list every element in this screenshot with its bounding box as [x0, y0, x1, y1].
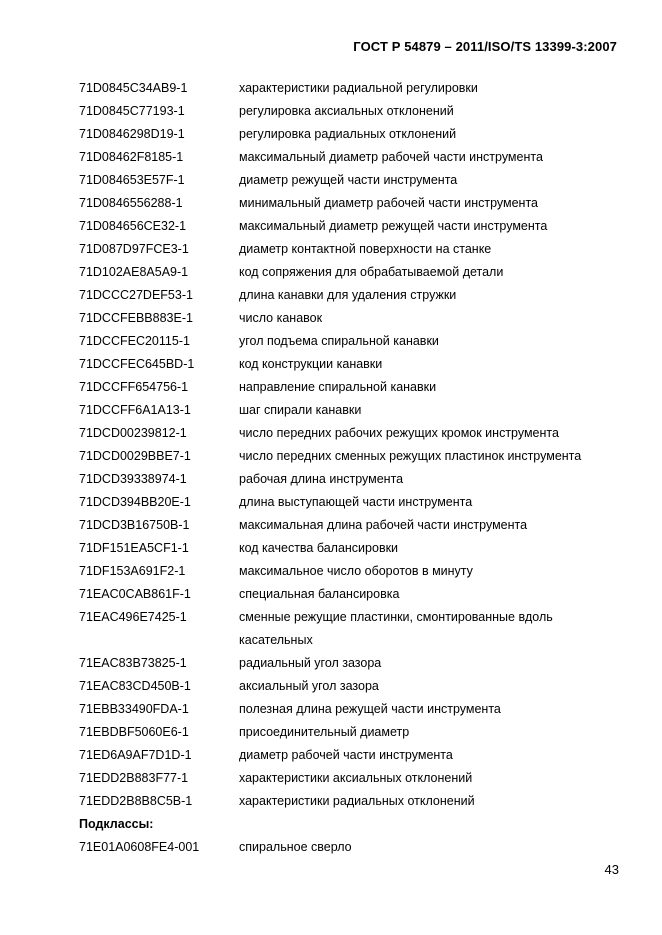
entries-list	[79, 77, 624, 813]
entry-code: 71DCCFF6A1A13-1	[79, 403, 191, 417]
entry-code: 71DCD00239812-1	[79, 426, 187, 440]
entry-description: максимальный диаметр рабочей части инструмента	[239, 150, 543, 164]
entry-code: 71EBDBF5060E6-1	[79, 725, 189, 739]
entry-code: 71DCD0029BBE7-1	[79, 449, 191, 463]
entry-code: 71D087D97FCE3-1	[79, 242, 189, 256]
subclasses-heading: Подклассы:	[79, 817, 154, 831]
entry-description: код качества балансировки	[239, 541, 399, 555]
entry-description: присоединительный диаметр	[239, 725, 410, 739]
entry-description: минимальный диаметр рабочей части инструмента	[239, 196, 538, 210]
entry-code: 71DF153A691F2-1	[79, 564, 186, 578]
entry-row	[79, 767, 624, 790]
entry-code: 71EBB33490FDA-1	[79, 702, 189, 716]
entry-row	[79, 675, 624, 698]
entry-description: число передних сменных режущих пластинок инструмента	[239, 449, 582, 463]
entry-description: код конструкции канавки	[239, 357, 383, 371]
entry-description: диаметр режущей части инструмента	[239, 173, 458, 187]
entry-description: диаметр рабочей части инструмента	[239, 748, 453, 762]
entry-code: 71EAC0CAB861F-1	[79, 587, 191, 601]
entry-row	[79, 353, 624, 376]
entry-row	[79, 560, 624, 583]
entry-row	[79, 399, 624, 422]
entry-description: число передних рабочих режущих кромок инструмента	[239, 426, 559, 440]
entry-code: 71EAC83CD450B-1	[79, 679, 191, 693]
entry-row	[79, 721, 624, 744]
entry-row	[79, 790, 624, 813]
entry-row	[79, 330, 624, 353]
entry-description: специальная балансировка	[239, 587, 400, 601]
entry-code: 71DCCFF654756-1	[79, 380, 189, 394]
entry-code: 71EDD2B883F77-1	[79, 771, 189, 785]
entry-code: 71DCCFEC20115-1	[79, 334, 190, 348]
entry-description: максимальная длина рабочей части инструмента	[239, 518, 528, 532]
subclasses-heading-row	[79, 813, 624, 836]
entry-row	[79, 606, 624, 652]
entry-description: спиральное сверло	[239, 840, 352, 854]
entry-code: 71E01A0608FE4-001	[79, 840, 200, 854]
entry-row	[79, 146, 624, 169]
entry-code: 71DCD394BB20E-1	[79, 495, 191, 509]
entry-row	[79, 744, 624, 767]
entry-description: максимальный диаметр режущей части инструмента	[239, 219, 548, 233]
entry-row	[79, 491, 624, 514]
entry-description: длина выступающей части инструмента	[239, 495, 473, 509]
entry-code: 71DCD39338974-1	[79, 472, 187, 486]
entry-row	[79, 422, 624, 445]
entry-row	[79, 468, 624, 491]
entry-row	[79, 698, 624, 721]
entry-description: число канавок	[239, 311, 323, 325]
entry-description: угол подъема спиральной канавки	[239, 334, 439, 348]
entry-row	[79, 261, 624, 284]
entry-row	[79, 100, 624, 123]
entry-code: 71D0845C77193-1	[79, 104, 185, 118]
entry-row	[79, 537, 624, 560]
entry-code: 71D084656CE32-1	[79, 219, 187, 233]
entry-row	[79, 215, 624, 238]
entry-description: аксиальный угол зазора	[239, 679, 379, 693]
entry-description: регулировка аксиальных отклонений	[239, 104, 454, 118]
entry-row	[79, 836, 624, 859]
entry-row	[79, 192, 624, 215]
definition-list	[79, 77, 624, 859]
entry-description: рабочая длина инструмента	[239, 472, 404, 486]
entry-description: характеристики радиальной регулировки	[239, 81, 478, 95]
entry-description: радиальный угол зазора	[239, 656, 382, 670]
entry-code: 71DCCC27DEF53-1	[79, 288, 193, 302]
entry-code: 71DCCFEBB883E-1	[79, 311, 193, 325]
entry-code: 71ED6A9AF7D1D-1	[79, 748, 192, 762]
entry-code: 71DCCFEC645BD-1	[79, 357, 195, 371]
entry-code: 71D0846298D19-1	[79, 127, 185, 141]
entry-description: характеристики радиальных отклонений	[239, 794, 475, 808]
entry-row	[79, 238, 624, 261]
entry-code: 71D0846556288-1	[79, 196, 183, 210]
entry-description: шаг спирали канавки	[239, 403, 362, 417]
entry-row	[79, 376, 624, 399]
subclasses-list	[79, 836, 624, 859]
entry-code: 71D08462F8185-1	[79, 150, 184, 164]
entry-row	[79, 284, 624, 307]
entry-row	[79, 169, 624, 192]
entry-description: регулировка радиальных отклонений	[239, 127, 457, 141]
entry-description: характеристики аксиальных отклонений	[239, 771, 473, 785]
entry-description: максимальное число оборотов в минуту	[239, 564, 473, 578]
entry-code: 71D084653E57F-1	[79, 173, 185, 187]
entry-row	[79, 77, 624, 100]
entry-code: 71EDD2B8B8C5B-1	[79, 794, 193, 808]
entry-description: диаметр контактной поверхности на станке	[239, 242, 492, 256]
entry-row	[79, 652, 624, 675]
entry-code: 71DCD3B16750B-1	[79, 518, 190, 532]
entry-code: 71EAC496E7425-1	[79, 610, 187, 624]
entry-description: направление спиральной канавки	[239, 380, 437, 394]
entry-code: 71EAC83B73825-1	[79, 656, 187, 670]
entry-description: полезная длина режущей части инструмента	[239, 702, 501, 716]
page-number: 43	[604, 862, 619, 877]
entry-row	[79, 583, 624, 606]
entry-row	[79, 123, 624, 146]
entry-code: 71DF151EA5CF1-1	[79, 541, 189, 555]
entry-code: 71D102AE8A5A9-1	[79, 265, 189, 279]
entry-description: длина канавки для удаления стружки	[239, 288, 457, 302]
entry-row	[79, 445, 624, 468]
entry-row	[79, 307, 624, 330]
entry-description: код сопряжения для обрабатываемой детали	[239, 265, 504, 279]
entry-code: 71D0845C34AB9-1	[79, 81, 188, 95]
entry-description: сменные режущие пластинки, смонтированные вдоль касательных	[239, 610, 553, 647]
entry-row	[79, 514, 624, 537]
document-header: ГОСТ Р 54879 – 2011/ISO/TS 13399-3:2007	[353, 39, 617, 54]
